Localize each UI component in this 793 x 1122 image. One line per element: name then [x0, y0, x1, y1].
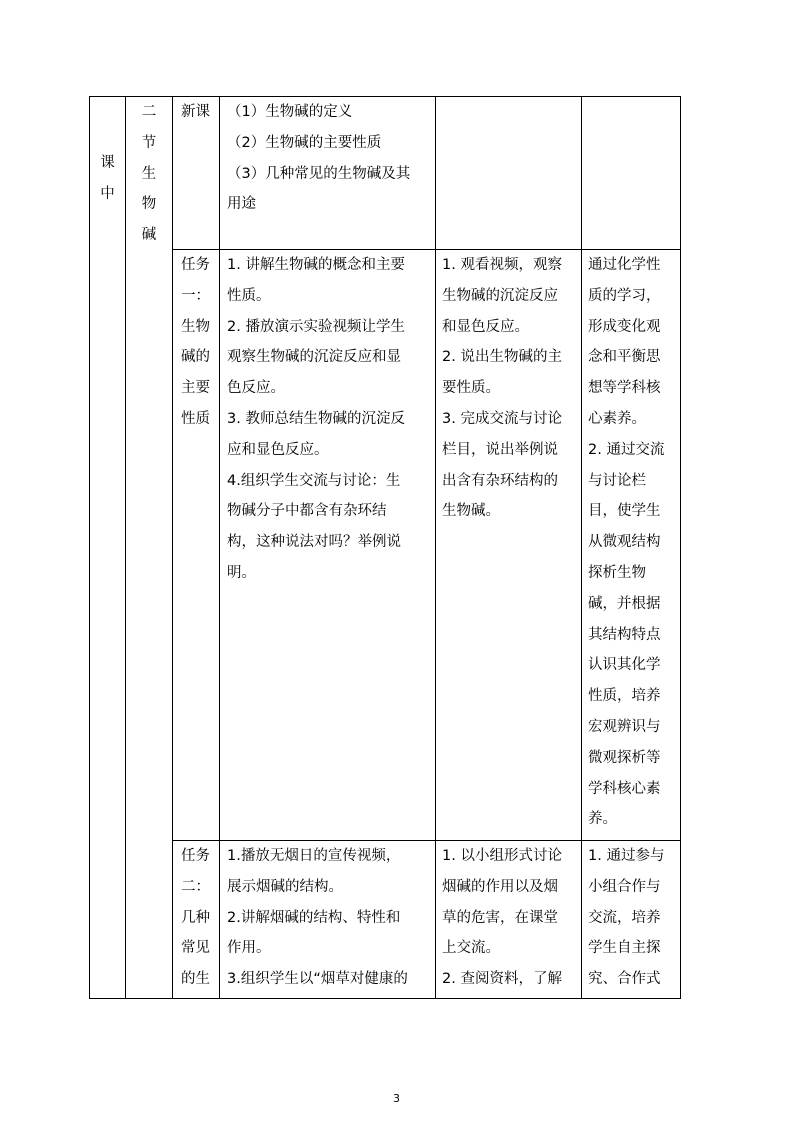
- page-number: 3: [393, 1092, 400, 1105]
- section-cell: 二 节 生 物 碱: [126, 97, 173, 999]
- table-row: [90, 250, 681, 841]
- lesson-plan-table: [89, 96, 681, 999]
- content-cell: （1）生物碱的定义 （2）生物碱的主要性质 （3）几种常见的生物碱及其 用途: [220, 97, 436, 250]
- goal-cell: 1. 通过参与 小组合作与 交流，培养 学生自主探 究、合作式: [582, 841, 681, 999]
- task-cell: 新课: [173, 97, 220, 250]
- table-row: [90, 97, 681, 250]
- task-cell: 任务 一： 生物 碱的 主要 性质: [173, 250, 220, 841]
- table-row: [90, 841, 681, 999]
- phase-cell: 课 中: [90, 97, 126, 999]
- content-cell: 1.播放无烟日的宣传视频， 展示烟碱的结构。 2.讲解烟碱的结构、特性和 作用。 3.组织学生以“烟草对健康的: [220, 841, 436, 999]
- task-cell: 任务 二： 几种 常见 的生: [173, 841, 220, 999]
- student-cell: 1. 以小组形式讨论 烟碱的作用以及烟 草的危害，在课堂 上交流。 2. 查阅资料，了解: [436, 841, 582, 999]
- student-cell: 1. 观看视频，观察 生物碱的沉淀反应 和显色反应。 2. 说出生物碱的主 要性质。 3. 完成交流与讨论 栏目，说出举例说 出含有杂环结构的 生物碱。: [436, 250, 582, 841]
- content-cell: 1. 讲解生物碱的概念和主要 性质。 2. 播放演示实验视频让学生 观察生物碱的沉淀反应和显 色反应。 3. 教师总结生物碱的沉淀反 应和显色反应。 4.组织学生交流与讨论：生 物碱分子中都含有杂环结 构，这种说法对吗？举例说 明。: [220, 250, 436, 841]
- goal-cell: [582, 97, 681, 250]
- goal-cell: 通过化学性 质的学习， 形成变化观 念和平衡思 想等学科核 心素养。 2. 通过交流 与讨论栏 目，使学生 从微观结构 探析生物 碱，并根据 其结构特点 认识其化学 性质，培养 宏观辨识与 微观探析等 学科核心素 养。: [582, 250, 681, 841]
- student-cell: [436, 97, 582, 250]
